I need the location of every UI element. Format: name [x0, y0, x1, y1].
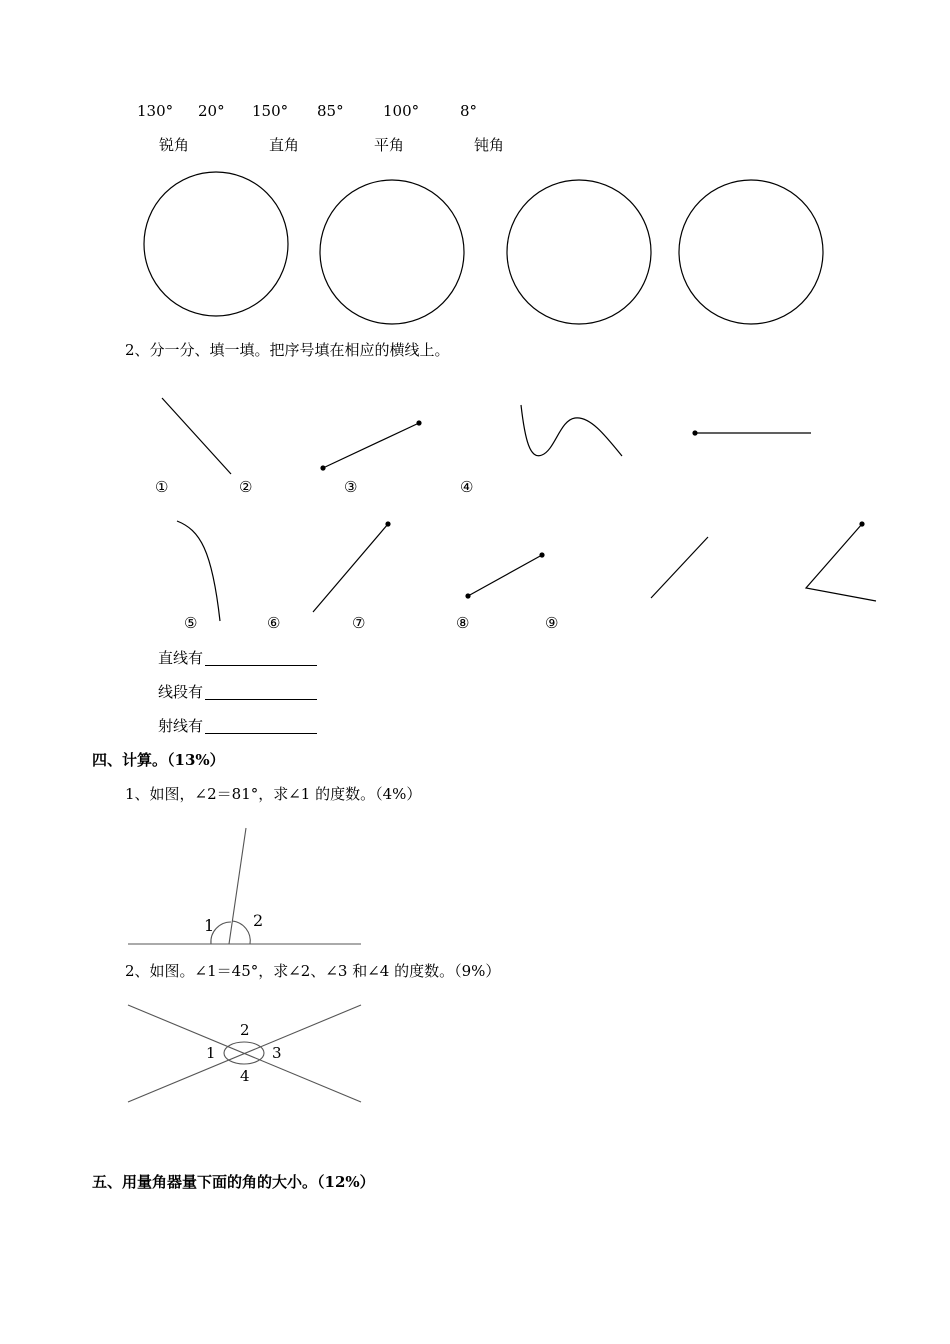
calc2-angle-label-4: 4	[240, 1067, 250, 1085]
question-2-instruction: 2、分一分、填一填。把序号填在相应的横线上。	[125, 341, 450, 359]
answer-blank[interactable]	[205, 685, 317, 700]
calc1-angle2-arc	[232, 921, 250, 944]
calc-2-question: 2、如图。∠1＝45°，求∠2、∠3 和∠4 的度数。（9%）	[125, 962, 501, 980]
figure-5-curve	[177, 521, 220, 621]
figure-number: ③	[344, 478, 358, 496]
figure-number: ②	[239, 478, 253, 496]
category-label-acute: 锐角	[159, 136, 190, 154]
answer-blank[interactable]	[205, 651, 317, 666]
calc2-angle-label-1: 1	[206, 1044, 216, 1062]
figure-number: ①	[155, 478, 169, 496]
category-circle-acute[interactable]	[144, 172, 288, 316]
category-circle-obtuse[interactable]	[679, 180, 823, 324]
calc1-angle-label-1: 1	[204, 916, 215, 935]
figure-9-angle	[806, 524, 876, 601]
figure-number: ⑤	[184, 614, 198, 632]
answer-blank[interactable]	[205, 719, 317, 734]
figure-number: ⑥	[267, 614, 281, 632]
category-label-right: 直角	[269, 136, 300, 154]
calc-1-question: 1、如图，∠2＝81°，求∠1 的度数。（4%）	[125, 785, 422, 803]
angle-value: 100°	[383, 102, 420, 120]
section-4-title: 四、计算。（13%）	[92, 751, 225, 769]
figure-2-segment	[323, 423, 419, 468]
figure-number: ⑦	[352, 614, 366, 632]
angle-value: 8°	[460, 102, 478, 120]
figure-6-ray	[313, 524, 388, 612]
fill-line-segments	[158, 685, 317, 700]
section-5-title: 五、用量角器量下面的角的大小。（12%）	[92, 1173, 375, 1191]
figure-number: ⑨	[545, 614, 559, 632]
fill-line-label: 直线有	[158, 649, 204, 667]
figure-number: ④	[460, 478, 474, 496]
category-label-obtuse: 钝角	[474, 136, 505, 154]
fill-line-label: 线段有	[158, 683, 204, 701]
angle-value: 150°	[252, 102, 289, 120]
figure-3-curve	[521, 405, 622, 456]
figure-7-segment	[468, 555, 542, 596]
angle-value: 130°	[137, 102, 174, 120]
figure-8-line	[651, 537, 708, 598]
angle-value: 20°	[198, 102, 225, 120]
category-circle-straight[interactable]	[507, 180, 651, 324]
calc2-angle-label-2: 2	[240, 1021, 250, 1039]
calc1-angle-label-2: 2	[253, 911, 264, 930]
category-circle-right[interactable]	[320, 180, 464, 324]
figure-1-line	[162, 398, 231, 474]
angle-value: 85°	[317, 102, 344, 120]
fill-line-straight-lines	[158, 651, 317, 666]
figure-number: ⑧	[456, 614, 470, 632]
fill-line-label: 射线有	[158, 717, 204, 735]
category-label-straight: 平角	[374, 136, 405, 154]
calc2-angle-label-3: 3	[272, 1044, 282, 1062]
fill-line-rays	[158, 719, 317, 734]
